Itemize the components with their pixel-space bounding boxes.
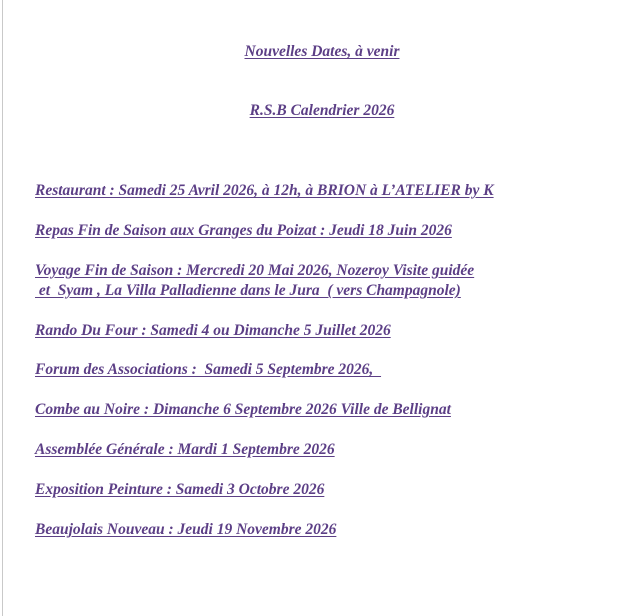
- entry-rando-du-four: Rando Du Four : Samedi 4 ou Dimanche 5 Juillet 2026: [35, 322, 391, 339]
- entry-combe-au-noire: Combe au Noire : Dimanche 6 Septembre 2026 Ville de Bellignat: [35, 401, 451, 418]
- entry-beaujolais-nouveau: Beaujolais Nouveau : Jeudi 19 Novembre 2026: [35, 521, 337, 538]
- entry-voyage-line-1: Voyage Fin de Saison : Mercredi 20 Mai 2026, Nozeroy Visite guidée: [35, 262, 475, 279]
- heading-calendar-2026: R.S.B Calendrier 2026: [249, 102, 395, 119]
- page-left-border: [2, 0, 3, 616]
- heading-upcoming-dates: Nouvelles Dates, à venir: [244, 43, 400, 60]
- entry-restaurant: Restaurant : Samedi 25 Avril 2026, à 12h, à BRION à L’ATELIER by K: [35, 182, 494, 199]
- entry-voyage-fin-de-saison: [35, 261, 635, 301]
- entry-exposition-peinture: Exposition Peinture : Samedi 3 Octobre 2026: [35, 481, 325, 498]
- entry-repas-fin-de-saison: Repas Fin de Saison aux Granges du Poizat : Jeudi 18 Juin 2026: [35, 222, 452, 239]
- entry-forum-des-associations: Forum des Associations : Samedi 5 Septembre 2026,: [35, 361, 382, 378]
- entry-assemblee-generale: Assemblée Générale : Mardi 1 Septembre 2026: [35, 441, 335, 458]
- entry-voyage-line-2: et Syam , La Villa Palladienne dans le Jura ( vers Champagnole): [35, 282, 461, 299]
